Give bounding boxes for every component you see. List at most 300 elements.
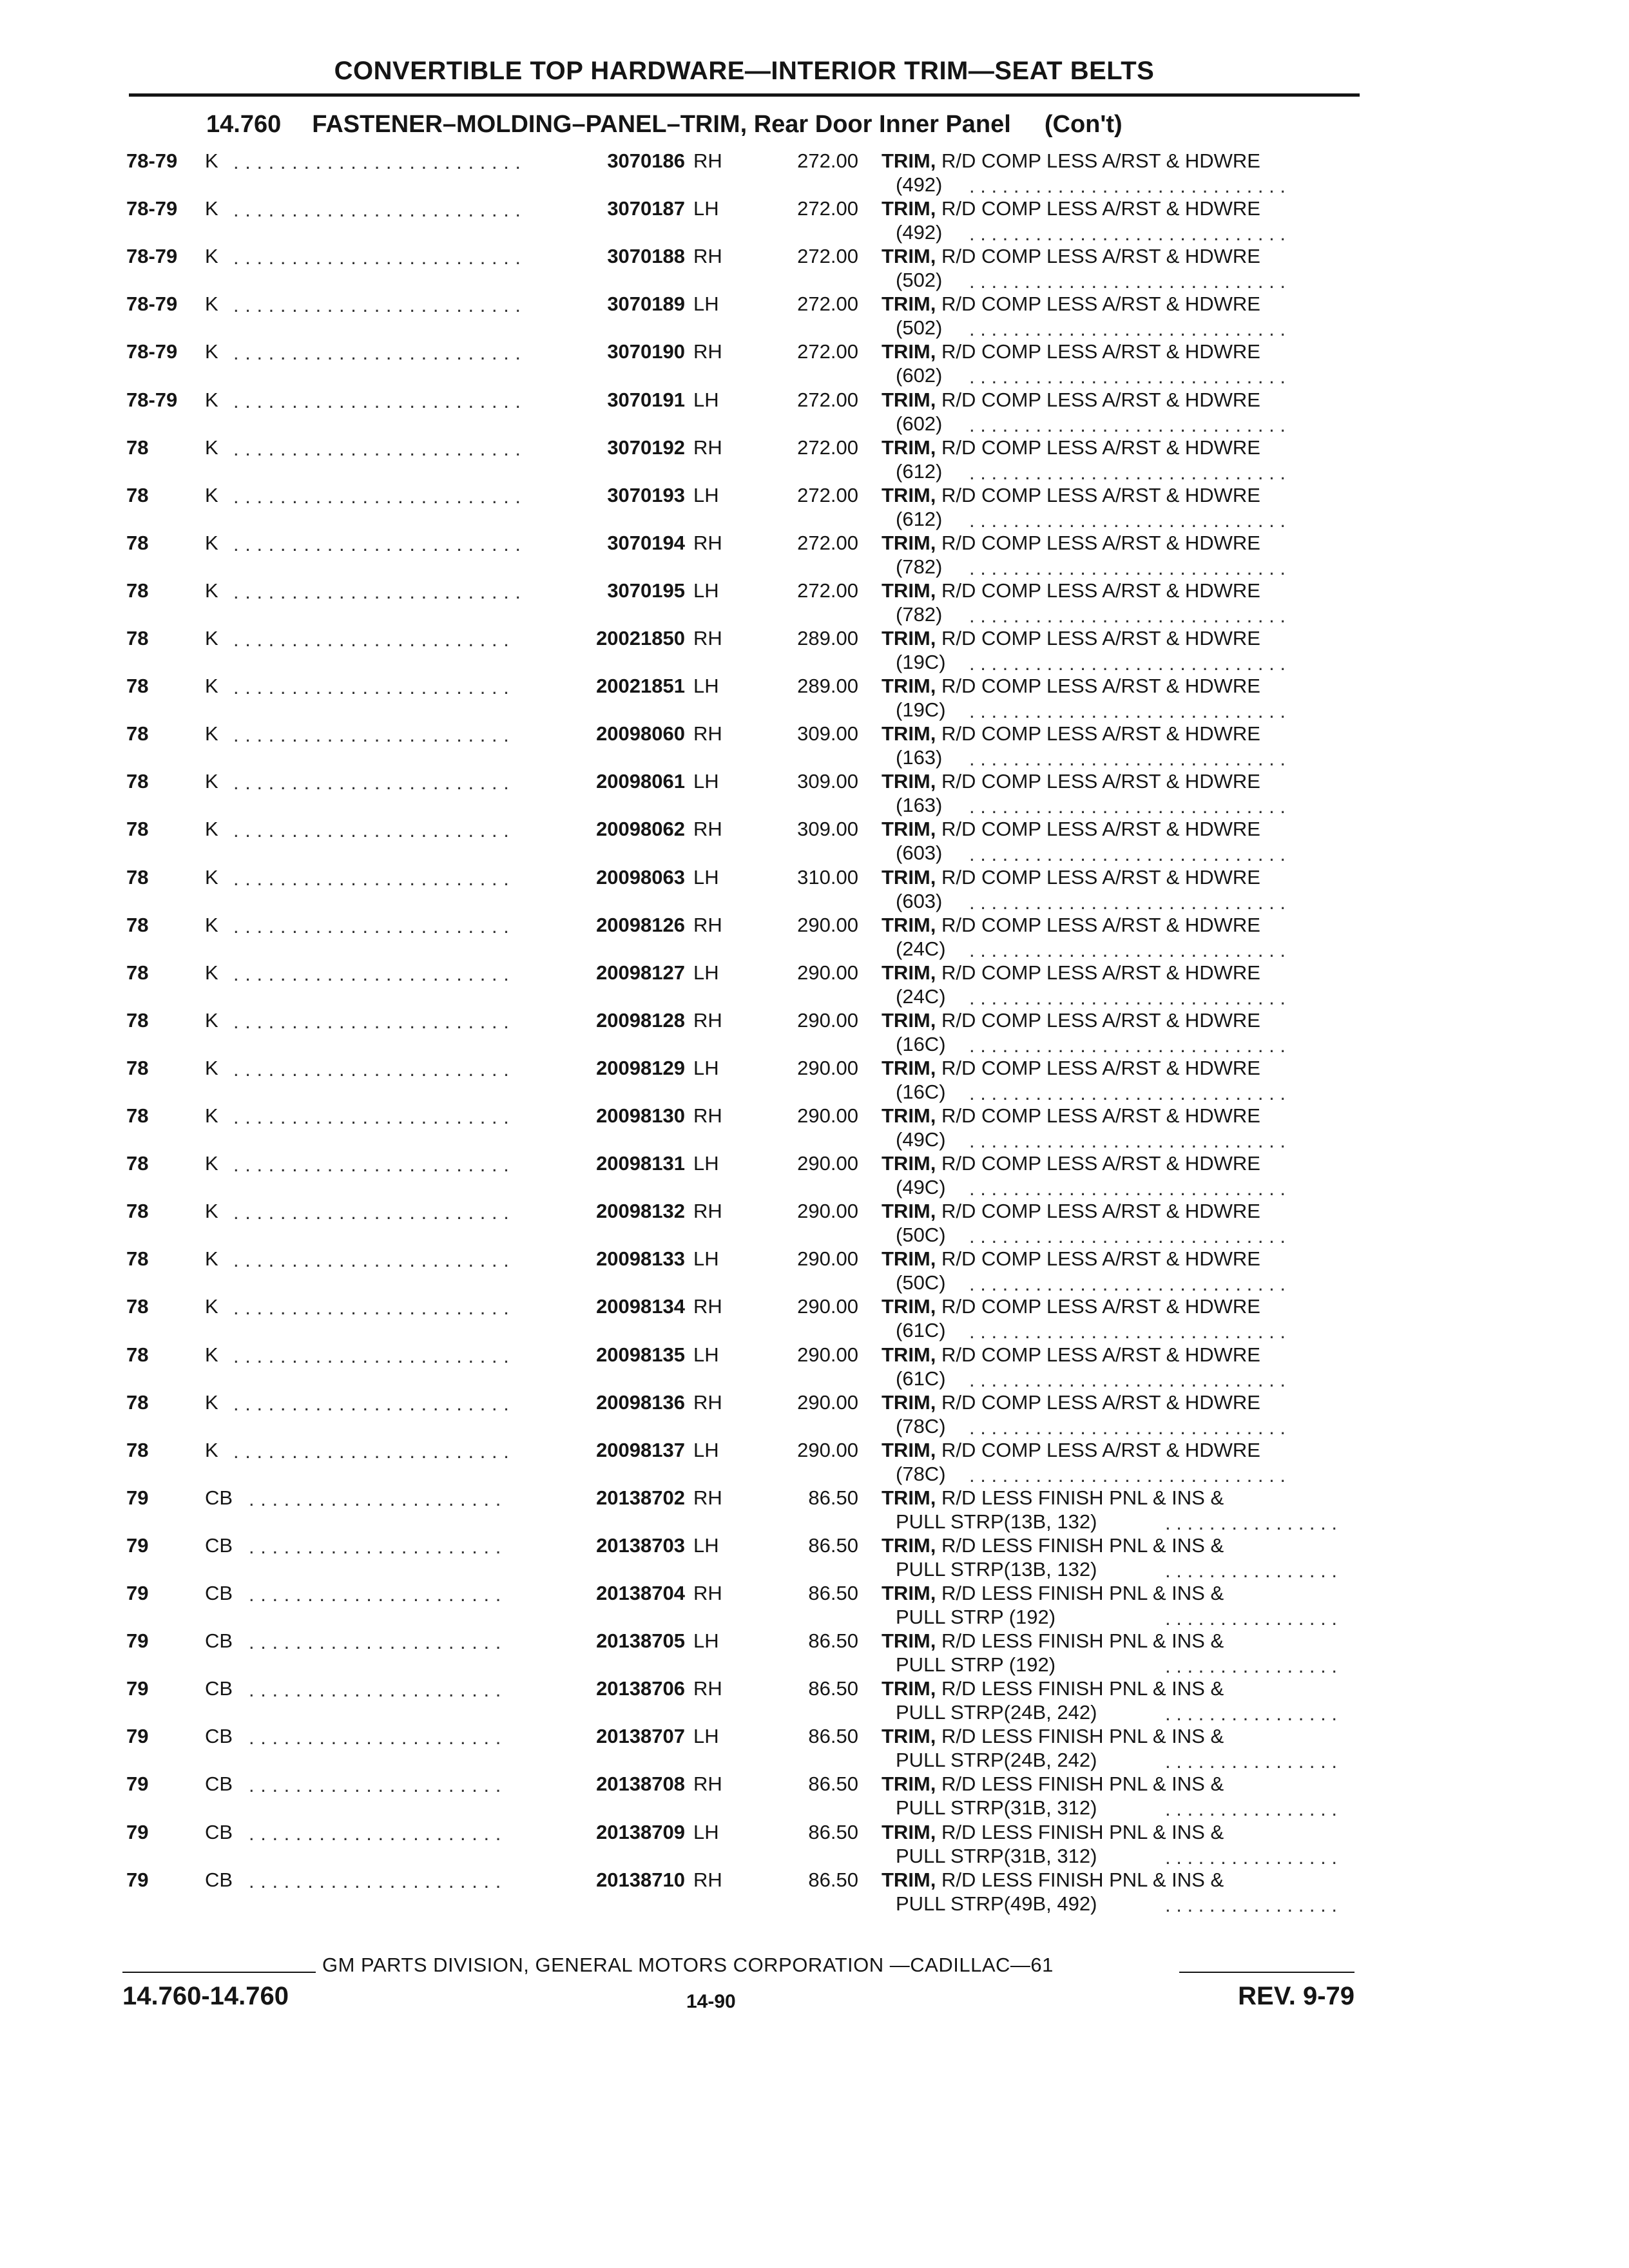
list-price: 272.00 (797, 340, 858, 363)
description-text: R/D LESS FINISH PNL & INS & (941, 1821, 1224, 1843)
part-description (882, 532, 1260, 555)
part-row (0, 866, 1629, 914)
body-code: K (205, 1152, 218, 1175)
model-years: 79 (126, 1677, 149, 1700)
leader-dots: . . . . . . . . . . . . . . . . . . . . . . . . . . . . . (969, 318, 1286, 340)
description-text: R/D COMP LESS A/RST & HDWRE (941, 818, 1260, 840)
leader-dots: . . . . . . . . . . . . . . . . . . . . . . . . . . . . . (969, 652, 1286, 675)
part-row (0, 914, 1629, 961)
description-line-2: (50C) (896, 1224, 946, 1246)
leader-dots: . . . . . . . . . . . . . . . . . . . . . . . . (233, 628, 510, 651)
side-indicator: RH (693, 1677, 722, 1700)
part-description (882, 675, 1260, 698)
part-row (0, 1869, 1629, 1916)
side-indicator: RH (693, 722, 722, 745)
section-title: FASTENER–MOLDING–PANEL–TRIM, (312, 111, 747, 138)
part-description (882, 149, 1260, 173)
list-price: 289.00 (797, 675, 858, 697)
model-years: 78 (126, 532, 149, 554)
description-text: R/D COMP LESS A/RST & HDWRE (941, 770, 1260, 793)
description-line-2: PULL STRP(31B, 312) (896, 1845, 1097, 1867)
part-number: 20098135 (596, 1343, 685, 1366)
description-text: R/D LESS FINISH PNL & INS & (941, 1582, 1224, 1604)
model-years: 79 (126, 1725, 149, 1747)
leader-dots: . . . . . . . . . . . . . . . . . . . . . . (249, 1583, 501, 1606)
part-description (882, 1582, 1224, 1605)
footer-section-range: 14.760-14.760 (122, 1982, 289, 2010)
side-indicator: RH (693, 1391, 722, 1414)
body-code: K (205, 1247, 218, 1270)
leader-dots: . . . . . . . . . . . . . . . . . . . . . . . . . (233, 581, 521, 603)
list-price: 272.00 (797, 389, 858, 411)
description-line-2: (24C) (896, 985, 946, 1008)
model-years: 78 (126, 627, 149, 649)
leader-dots: . . . . . . . . . . . . . . . . . . . . . . . . (233, 1249, 510, 1271)
leader-dots: . . . . . . . . . . . . . . . . . . . . . . . . . . . . . (969, 1129, 1286, 1152)
part-number: 3070189 (607, 293, 685, 315)
footer-page-number: 14-90 (686, 1991, 736, 2012)
part-description (882, 245, 1260, 268)
model-years: 78 (126, 1152, 149, 1175)
leader-dots: . . . . . . . . . . . . . . . . . . . . . . . . . (233, 485, 521, 508)
description-text: R/D COMP LESS A/RST & HDWRE (941, 1343, 1260, 1366)
description-line-2: (603) (896, 890, 943, 912)
description-line-2: PULL STRP(24B, 242) (896, 1701, 1097, 1724)
body-code: K (205, 1343, 218, 1366)
body-code: CB (205, 1677, 233, 1700)
model-years: 78-79 (126, 197, 178, 220)
part-row (0, 245, 1629, 293)
leader-dots: . . . . . . . . . . . . . . . . . . . . . . . . . (233, 198, 521, 221)
page-footer (122, 1939, 1360, 2030)
description-keyword: TRIM, (882, 1104, 936, 1127)
description-line-2: PULL STRP(24B, 242) (896, 1749, 1097, 1771)
body-code: CB (205, 1821, 233, 1843)
part-number: 20098136 (596, 1391, 685, 1414)
leader-dots: . . . . . . . . . . . . . . . . . . . . . . . . . . . . . (969, 222, 1286, 245)
list-price: 309.00 (797, 818, 858, 840)
description-text: R/D LESS FINISH PNL & INS & (941, 1629, 1224, 1652)
part-row (0, 1009, 1629, 1057)
side-indicator: RH (693, 627, 722, 649)
part-number: 20098127 (596, 961, 685, 984)
body-code: K (205, 293, 218, 315)
model-years: 78 (126, 484, 149, 506)
list-price: 272.00 (797, 436, 858, 459)
description-text: R/D COMP LESS A/RST & HDWRE (941, 961, 1260, 984)
model-years: 78-79 (126, 340, 178, 363)
part-number: 20138707 (596, 1725, 685, 1747)
side-indicator: RH (693, 340, 722, 363)
part-number: 20138704 (596, 1582, 685, 1604)
part-description (882, 293, 1260, 316)
part-number: 20138703 (596, 1534, 685, 1557)
body-code: K (205, 532, 218, 554)
leader-dots: . . . . . . . . . . . . . . . . . . . . . . . . . . . . . (969, 604, 1286, 627)
side-indicator: LH (693, 1247, 719, 1270)
part-description (882, 627, 1260, 650)
description-line-2: PULL STRP(13B, 132) (896, 1558, 1097, 1581)
body-code: K (205, 866, 218, 889)
leader-dots: . . . . . . . . . . . . . . . . . . . . . . . . (233, 1010, 510, 1033)
part-number: 20098134 (596, 1295, 685, 1318)
description-keyword: TRIM, (882, 245, 936, 267)
leader-dots: . . . . . . . . . . . . . . . . . . . . . . . . . . . . . (969, 175, 1286, 197)
model-years: 78 (126, 1391, 149, 1414)
description-keyword: TRIM, (882, 1677, 936, 1700)
leader-dots: . . . . . . . . . . . . . . . . . . . . . . . . . . . . . (969, 843, 1286, 865)
part-number: 3070193 (607, 484, 685, 506)
part-number: 3070190 (607, 340, 685, 363)
part-row (0, 627, 1629, 675)
part-description (882, 1869, 1224, 1892)
list-price: 86.50 (808, 1677, 858, 1700)
body-code: CB (205, 1869, 233, 1891)
side-indicator: LH (693, 1057, 719, 1079)
body-code: K (205, 1439, 218, 1461)
part-row (0, 293, 1629, 340)
part-description (882, 1295, 1260, 1318)
side-indicator: RH (693, 1773, 722, 1795)
model-years: 79 (126, 1869, 149, 1891)
leader-dots: . . . . . . . . . . . . . . . . . . . . . . . . . (233, 341, 521, 364)
side-indicator: LH (693, 579, 719, 602)
body-code: K (205, 1057, 218, 1079)
description-line-2: PULL STRP (192) (896, 1606, 1056, 1628)
part-row (0, 1247, 1629, 1295)
description-line-2: (602) (896, 364, 943, 387)
description-text: R/D COMP LESS A/RST & HDWRE (941, 866, 1260, 889)
part-row (0, 1439, 1629, 1486)
part-number: 3070195 (607, 579, 685, 602)
model-years: 78-79 (126, 245, 178, 267)
description-line-2: (49C) (896, 1128, 946, 1151)
list-price: 290.00 (797, 1391, 858, 1414)
part-number: 3070192 (607, 436, 685, 459)
part-description (882, 1152, 1260, 1175)
part-description (882, 340, 1260, 363)
description-keyword: TRIM, (882, 1200, 936, 1222)
description-keyword: TRIM, (882, 1773, 936, 1795)
body-code: K (205, 627, 218, 649)
description-line-2: PULL STRP(31B, 312) (896, 1796, 1097, 1819)
part-number: 20098131 (596, 1152, 685, 1175)
list-price: 86.50 (808, 1725, 858, 1747)
part-number: 20098060 (596, 722, 685, 745)
leader-dots: . . . . . . . . . . . . . . . . . . . . . . (249, 1678, 501, 1701)
description-keyword: TRIM, (882, 1009, 936, 1032)
side-indicator: RH (693, 1200, 722, 1222)
description-keyword: TRIM, (882, 675, 936, 697)
part-number: 20138708 (596, 1773, 685, 1795)
list-price: 290.00 (797, 1247, 858, 1270)
part-number: 3070187 (607, 197, 685, 220)
description-text: R/D COMP LESS A/RST & HDWRE (941, 293, 1260, 315)
body-code: CB (205, 1486, 233, 1509)
description-keyword: TRIM, (882, 1629, 936, 1652)
description-keyword: TRIM, (882, 149, 936, 172)
description-text: R/D LESS FINISH PNL & INS & (941, 1725, 1224, 1747)
side-indicator: LH (693, 1821, 719, 1843)
leader-dots: . . . . . . . . . . . . . . . . . . . . . . . . . . . . . (969, 557, 1286, 579)
leader-dots: . . . . . . . . . . . . . . . . . . . . . . . . . (233, 246, 521, 269)
list-price: 290.00 (797, 1295, 858, 1318)
side-indicator: LH (693, 1343, 719, 1366)
description-keyword: TRIM, (882, 293, 936, 315)
model-years: 79 (126, 1534, 149, 1557)
leader-dots: . . . . . . . . . . . . . . . . . . . . . . . . . (233, 151, 521, 173)
body-code: K (205, 818, 218, 840)
leader-dots: . . . . . . . . . . . . . . . . . . . . . . (249, 1726, 501, 1749)
description-line-2: (61C) (896, 1367, 946, 1390)
list-price: 290.00 (797, 1009, 858, 1032)
side-indicator: LH (693, 1629, 719, 1652)
body-code: K (205, 1200, 218, 1222)
part-row (0, 961, 1629, 1009)
description-text: R/D LESS FINISH PNL & INS & (941, 1677, 1224, 1700)
list-price: 86.50 (808, 1486, 858, 1509)
part-number: 20098133 (596, 1247, 685, 1270)
leader-dots: . . . . . . . . . . . . . . . . . . . . . . (249, 1535, 501, 1558)
part-description (882, 961, 1260, 985)
description-keyword: TRIM, (882, 197, 936, 220)
description-text: R/D COMP LESS A/RST & HDWRE (941, 722, 1260, 745)
body-code: K (205, 1009, 218, 1032)
description-keyword: TRIM, (882, 1439, 936, 1461)
model-years: 78-79 (126, 293, 178, 315)
body-code: K (205, 436, 218, 459)
part-row (0, 1295, 1629, 1343)
description-text: R/D COMP LESS A/RST & HDWRE (941, 675, 1260, 697)
leader-dots: . . . . . . . . . . . . . . . . . . . . . . . . . . . . . (969, 1225, 1286, 1247)
leader-dots: . . . . . . . . . . . . . . . . . . . . . . . . . . . . . (969, 939, 1286, 961)
model-years: 78-79 (126, 389, 178, 411)
header-rule (129, 93, 1360, 97)
leader-dots: . . . . . . . . . . . . . . . . . . . . . . . . (233, 1058, 510, 1081)
part-number: 3070186 (607, 149, 685, 172)
description-keyword: TRIM, (882, 1295, 936, 1318)
leader-dots: . . . . . . . . . . . . . . . . . . . . . . . . . . . . . (969, 1082, 1286, 1104)
page-title: CONVERTIBLE TOP HARDWARE—INTERIOR TRIM—SEAT BELTS (334, 57, 1155, 85)
body-code: CB (205, 1534, 233, 1557)
part-row (0, 722, 1629, 770)
list-price: 289.00 (797, 627, 858, 649)
part-description (882, 722, 1260, 745)
part-row (0, 197, 1629, 245)
description-keyword: TRIM, (882, 340, 936, 363)
part-number: 3070188 (607, 245, 685, 267)
list-price: 290.00 (797, 1343, 858, 1366)
part-number: 20138702 (596, 1486, 685, 1509)
part-description (882, 1009, 1260, 1032)
leader-dots: . . . . . . . . . . . . . . . . . . . . . . (249, 1631, 501, 1653)
description-line-2: (19C) (896, 651, 946, 673)
section-number: 14.760 (206, 111, 282, 138)
description-keyword: TRIM, (882, 389, 936, 411)
model-years: 78 (126, 1439, 149, 1461)
body-code: K (205, 1295, 218, 1318)
part-number: 20098129 (596, 1057, 685, 1079)
body-code: K (205, 149, 218, 172)
part-number: 20098137 (596, 1439, 685, 1461)
part-description (882, 914, 1260, 937)
leader-dots: . . . . . . . . . . . . . . . . . . . . . . . . . . . . . (969, 1034, 1286, 1057)
side-indicator: RH (693, 1009, 722, 1032)
list-price: 272.00 (797, 245, 858, 267)
list-price: 290.00 (797, 914, 858, 936)
description-text: R/D COMP LESS A/RST & HDWRE (941, 1200, 1260, 1222)
page-header (129, 0, 1360, 97)
side-indicator: RH (693, 1104, 722, 1127)
side-indicator: RH (693, 436, 722, 459)
part-row (0, 1582, 1629, 1629)
leader-dots: . . . . . . . . . . . . . . . . . . . . . . . . . . . . . (969, 795, 1286, 818)
description-text: R/D LESS FINISH PNL & INS & (941, 1486, 1224, 1509)
part-row (0, 389, 1629, 436)
side-indicator: LH (693, 484, 719, 506)
model-years: 79 (126, 1486, 149, 1509)
description-keyword: TRIM, (882, 914, 936, 936)
leader-dots: . . . . . . . . . . . . . . . . . . . . . . . . . (233, 437, 521, 460)
side-indicator: RH (693, 818, 722, 840)
part-description (882, 1247, 1260, 1271)
description-keyword: TRIM, (882, 1582, 936, 1604)
list-price: 86.50 (808, 1534, 858, 1557)
description-text: R/D COMP LESS A/RST & HDWRE (941, 340, 1260, 363)
part-description (882, 389, 1260, 412)
part-row (0, 484, 1629, 532)
description-keyword: TRIM, (882, 1391, 936, 1414)
description-text: R/D COMP LESS A/RST & HDWRE (941, 914, 1260, 936)
leader-dots: . . . . . . . . . . . . . . . . . . . . . . . . . . . . . (969, 365, 1286, 388)
part-row (0, 149, 1629, 197)
model-years: 78 (126, 866, 149, 889)
side-indicator: LH (693, 293, 719, 315)
description-line-2: (78C) (896, 1415, 946, 1437)
list-price: 272.00 (797, 149, 858, 172)
part-description (882, 1439, 1260, 1462)
list-price: 290.00 (797, 1057, 858, 1079)
description-keyword: TRIM, (882, 1821, 936, 1843)
body-code: K (205, 245, 218, 267)
description-keyword: TRIM, (882, 532, 936, 554)
side-indicator: RH (693, 245, 722, 267)
leader-dots: . . . . . . . . . . . . . . . . . . . . . . . . . . . . . (969, 700, 1286, 722)
model-years: 78 (126, 1009, 149, 1032)
description-text: R/D COMP LESS A/RST & HDWRE (941, 532, 1260, 554)
model-years: 78 (126, 1295, 149, 1318)
side-indicator: LH (693, 1439, 719, 1461)
leader-dots: . . . . . . . . . . . . . . . . . . . . . . (249, 1774, 501, 1796)
side-indicator: LH (693, 1152, 719, 1175)
description-keyword: TRIM, (882, 1486, 936, 1509)
leader-dots: . . . . . . . . . . . . . . . . . . . . . . . . . (233, 294, 521, 316)
leader-dots: . . . . . . . . . . . . . . . . . . . . . . . . (233, 963, 510, 985)
model-years: 79 (126, 1821, 149, 1843)
section-subtitle: Rear Door Inner Panel (753, 111, 1011, 138)
list-price: 86.50 (808, 1629, 858, 1652)
description-line-2: (612) (896, 508, 943, 530)
leader-dots: . . . . . . . . . . . . . . . . . . . . . . . . . . . . . (969, 1369, 1286, 1391)
description-keyword: TRIM, (882, 1247, 936, 1270)
description-line-2: (492) (896, 221, 943, 244)
leader-dots: . . . . . . . . . . . . . . . . . . . . . . . . (233, 915, 510, 937)
leader-dots: . . . . . . . . . . . . . . . . . . . . . . . . (233, 724, 510, 746)
leader-dots: . . . . . . . . . . . . . . . . . . . . . . . . . . . . . (969, 1416, 1286, 1439)
model-years: 78 (126, 722, 149, 745)
part-number: 3070191 (607, 389, 685, 411)
model-years: 78 (126, 675, 149, 697)
model-years: 78 (126, 1200, 149, 1222)
description-line-2: (492) (896, 173, 943, 196)
part-description (882, 1773, 1224, 1796)
leader-dots: . . . . . . . . . . . . . . . . . . . . . . . . (233, 1345, 510, 1367)
description-text: R/D COMP LESS A/RST & HDWRE (941, 389, 1260, 411)
part-description (882, 197, 1260, 220)
continued-label: (Con't) (1044, 111, 1123, 138)
list-price: 272.00 (797, 293, 858, 315)
part-description (882, 484, 1260, 507)
part-number: 20098132 (596, 1200, 685, 1222)
leader-dots: . . . . . . . . . . . . . . . . (1165, 1559, 1337, 1582)
model-years: 78 (126, 770, 149, 793)
body-code: K (205, 675, 218, 697)
part-number: 20138705 (596, 1629, 685, 1652)
leader-dots: . . . . . . . . . . . . . . . . . . . . . . (249, 1488, 501, 1510)
model-years: 78 (126, 1057, 149, 1079)
description-keyword: TRIM, (882, 1152, 936, 1175)
side-indicator: RH (693, 1869, 722, 1891)
part-number: 20098130 (596, 1104, 685, 1127)
description-text: R/D COMP LESS A/RST & HDWRE (941, 1104, 1260, 1127)
leader-dots: . . . . . . . . . . . . . . . . . . . . . . . . (233, 1106, 510, 1128)
part-description (882, 579, 1260, 602)
part-description (882, 866, 1260, 889)
body-code: CB (205, 1773, 233, 1795)
model-years: 79 (126, 1629, 149, 1652)
description-keyword: TRIM, (882, 436, 936, 459)
leader-dots: . . . . . . . . . . . . . . . . . . . . . . . . (233, 1153, 510, 1176)
leader-dots: . . . . . . . . . . . . . . . . . . . . . . . . . . . . . (969, 1464, 1286, 1486)
description-text: R/D COMP LESS A/RST & HDWRE (941, 197, 1260, 220)
body-code: K (205, 579, 218, 602)
body-code: K (205, 961, 218, 984)
model-years: 78 (126, 914, 149, 936)
description-text: R/D COMP LESS A/RST & HDWRE (941, 1295, 1260, 1318)
description-line-2: (50C) (896, 1271, 946, 1294)
description-line-2: (502) (896, 316, 943, 339)
description-text: R/D COMP LESS A/RST & HDWRE (941, 627, 1260, 649)
side-indicator: LH (693, 770, 719, 793)
side-indicator: RH (693, 1486, 722, 1509)
part-row (0, 1677, 1629, 1725)
part-description (882, 1104, 1260, 1128)
side-indicator: RH (693, 532, 722, 554)
part-row (0, 770, 1629, 818)
description-keyword: TRIM, (882, 1725, 936, 1747)
side-indicator: LH (693, 389, 719, 411)
description-keyword: TRIM, (882, 1869, 936, 1891)
part-number: 20098063 (596, 866, 685, 889)
part-description (882, 818, 1260, 841)
description-keyword: TRIM, (882, 961, 936, 984)
model-years: 78 (126, 1343, 149, 1366)
leader-dots: . . . . . . . . . . . . . . . . . . . . . . . . (233, 1201, 510, 1224)
leader-dots: . . . . . . . . . . . . . . . . (1165, 1702, 1337, 1725)
part-row (0, 1773, 1629, 1820)
description-line-2: (603) (896, 841, 943, 864)
list-price: 290.00 (797, 1200, 858, 1222)
